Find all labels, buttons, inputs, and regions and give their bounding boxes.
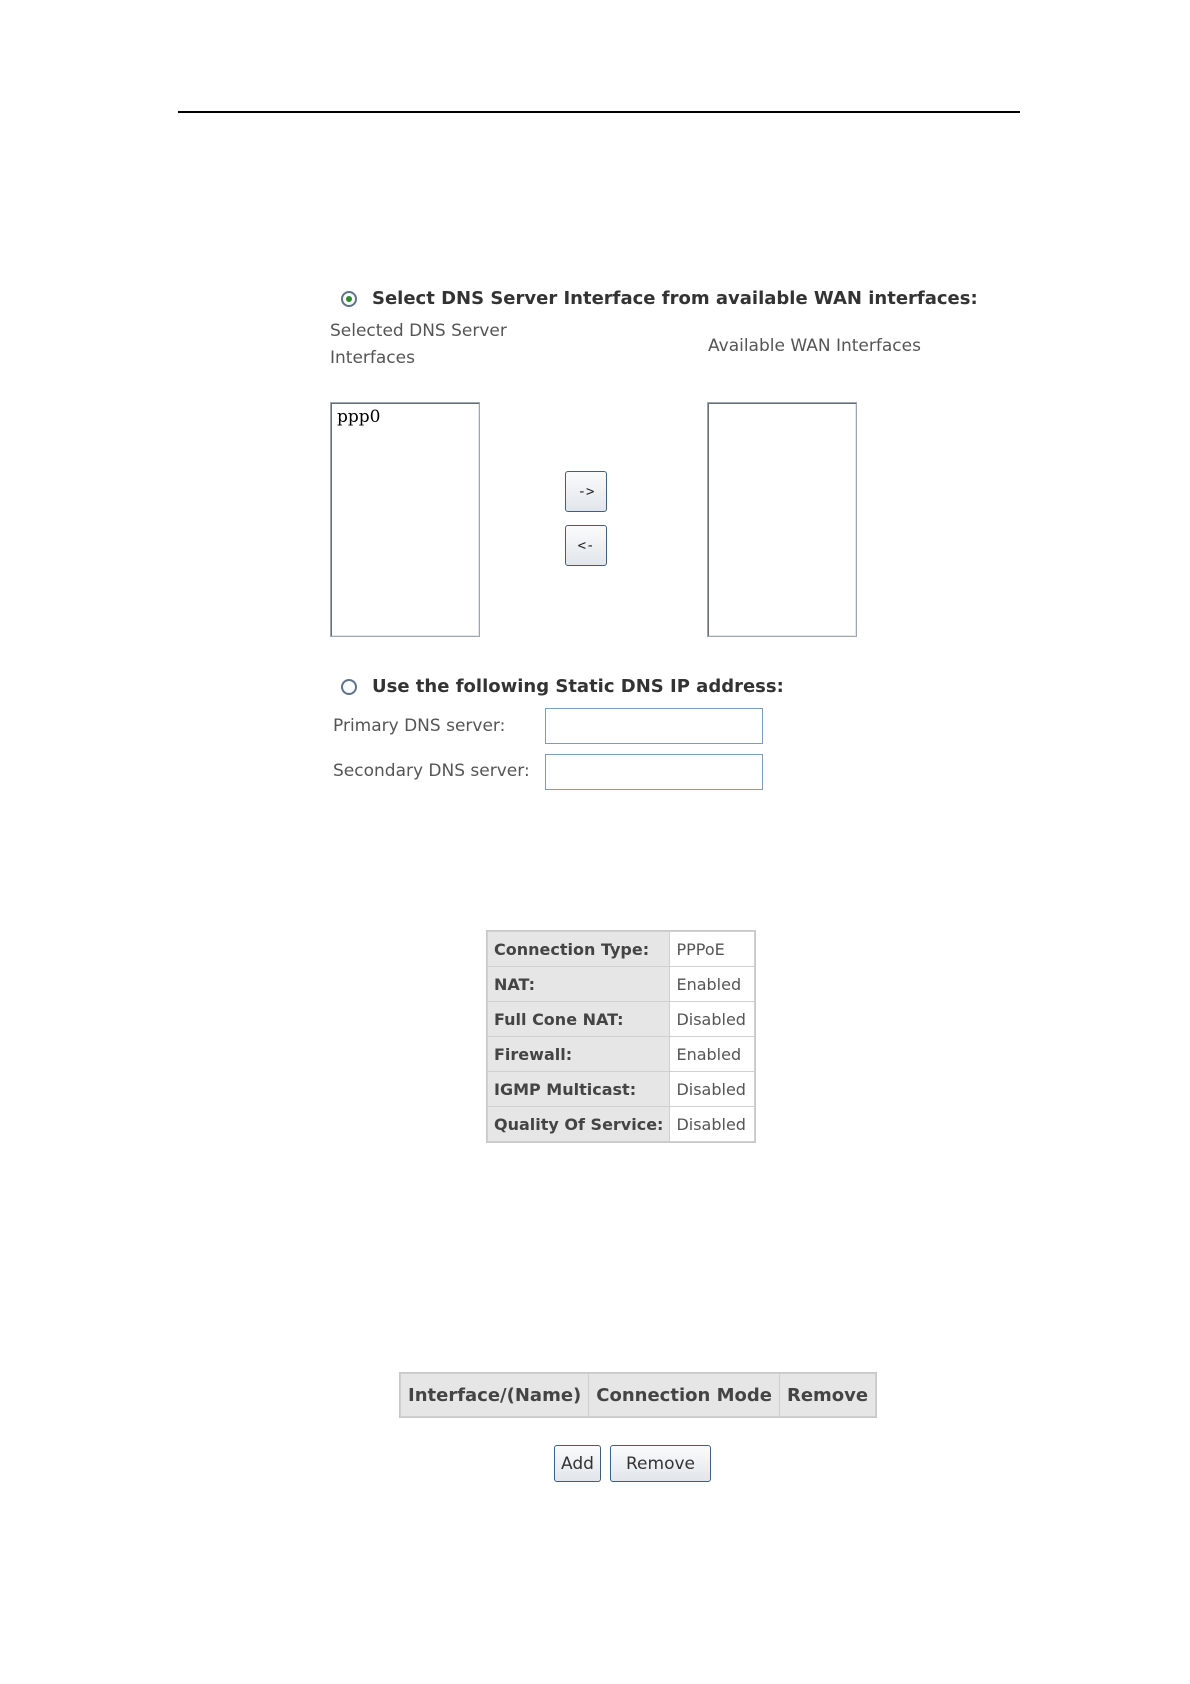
table-row bbox=[488, 1002, 754, 1036]
summary-value: Enabled bbox=[670, 967, 754, 1001]
dns-interface-option-label: Select DNS Server Interface from available WAN interfaces: bbox=[372, 288, 978, 309]
available-wan-interfaces-list[interactable] bbox=[707, 402, 857, 637]
dns-interface-radio[interactable] bbox=[341, 291, 357, 307]
secondary-dns-field[interactable] bbox=[545, 754, 763, 790]
summary-value: Disabled bbox=[670, 1002, 754, 1036]
primary-dns-field[interactable] bbox=[545, 708, 763, 744]
selected-dns-interfaces-list[interactable] bbox=[330, 402, 480, 637]
table-row bbox=[488, 1107, 754, 1141]
dns-interface-option[interactable] bbox=[341, 288, 978, 309]
selected-dns-interfaces-caption: Selected DNS Server Interfaces bbox=[330, 321, 507, 368]
list-item[interactable]: ppp0 bbox=[337, 407, 381, 427]
interface-table bbox=[399, 1372, 877, 1418]
summary-key: Quality Of Service: bbox=[488, 1107, 669, 1141]
table-header-row bbox=[401, 1374, 875, 1416]
page-header-rule bbox=[178, 111, 1020, 113]
move-right-button[interactable]: -> bbox=[565, 471, 607, 512]
static-dns-radio[interactable] bbox=[341, 679, 357, 695]
remove-button[interactable]: Remove bbox=[610, 1445, 711, 1482]
column-header-connection-mode: Connection Mode bbox=[589, 1374, 779, 1416]
secondary-dns-label: Secondary DNS server: bbox=[333, 761, 530, 781]
wan-summary-table bbox=[486, 930, 756, 1143]
summary-value: Disabled bbox=[670, 1107, 754, 1141]
summary-key: Connection Type: bbox=[488, 932, 669, 966]
summary-key: Firewall: bbox=[488, 1037, 669, 1071]
column-header-interface: Interface/(Name) bbox=[401, 1374, 588, 1416]
primary-dns-label: Primary DNS server: bbox=[333, 716, 506, 736]
summary-key: IGMP Multicast: bbox=[488, 1072, 669, 1106]
table-row bbox=[488, 932, 754, 966]
summary-value: Disabled bbox=[670, 1072, 754, 1106]
summary-value: Enabled bbox=[670, 1037, 754, 1071]
table-row bbox=[488, 967, 754, 1001]
static-dns-option[interactable] bbox=[341, 676, 784, 697]
table-row bbox=[488, 1037, 754, 1071]
static-dns-option-label: Use the following Static DNS IP address: bbox=[372, 676, 784, 697]
table-row bbox=[488, 1072, 754, 1106]
add-button[interactable]: Add bbox=[554, 1445, 601, 1482]
summary-key: Full Cone NAT: bbox=[488, 1002, 669, 1036]
available-wan-interfaces-caption: Available WAN Interfaces bbox=[708, 336, 921, 356]
move-left-button[interactable]: <- bbox=[565, 525, 607, 566]
column-header-remove: Remove bbox=[780, 1374, 875, 1416]
summary-value: PPPoE bbox=[670, 932, 754, 966]
summary-key: NAT: bbox=[488, 967, 669, 1001]
